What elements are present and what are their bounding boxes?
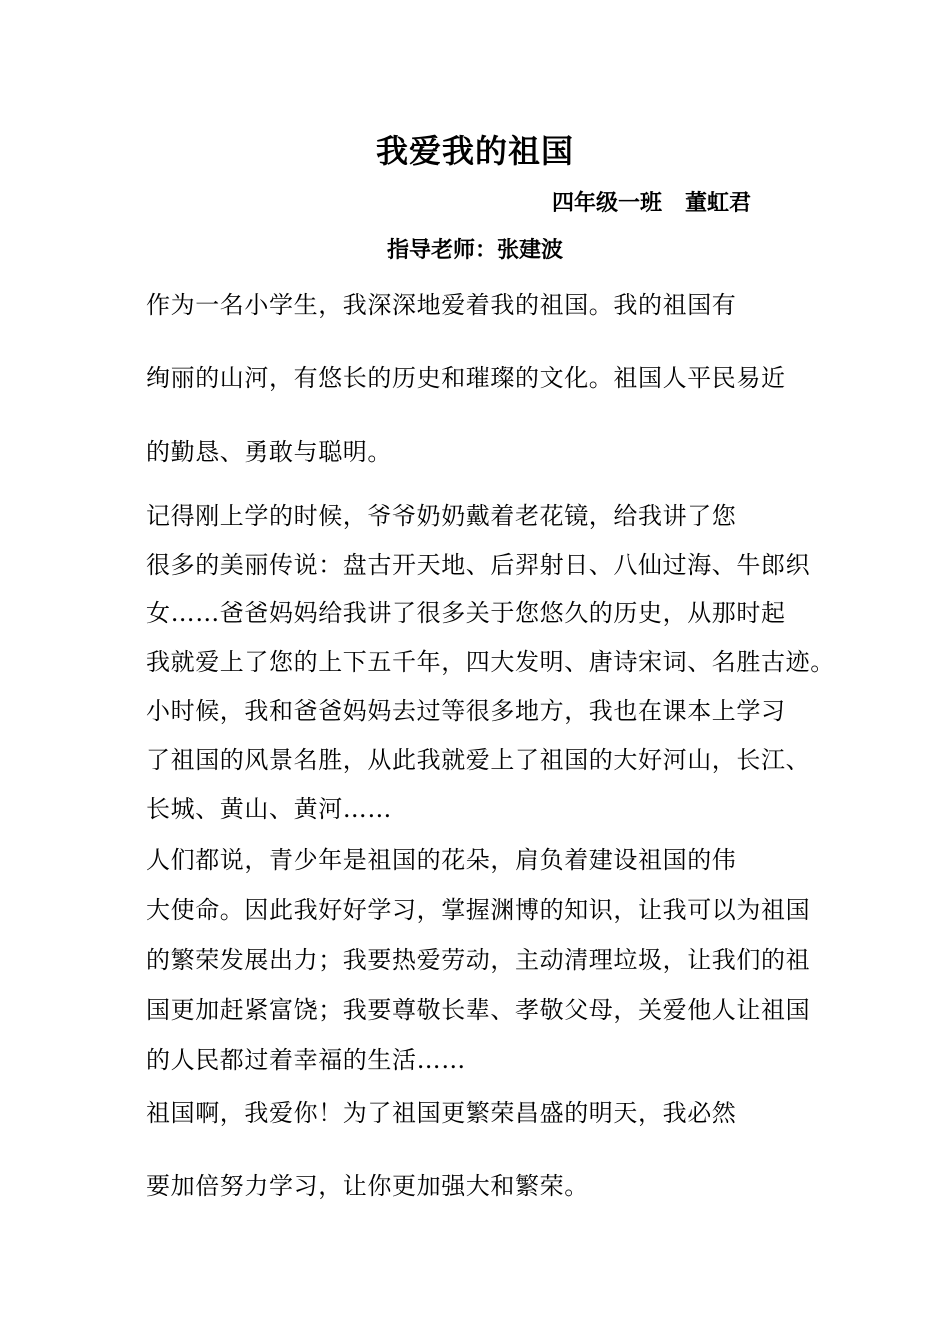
paragraph-line: 人们都说，青少年是祖国的花朵，肩负着建设祖国的伟 [146,846,737,874]
paragraph-line: 很多的美丽传说：盘古开天地、后羿射日、八仙过海、牛郎织 [146,551,811,579]
paragraph-line: 的人民都过着幸福的生活…… [146,1046,466,1074]
paragraph-line: 我就爱上了您的上下五千年，四大发明、唐诗宋词、名胜古迹。 [146,648,835,676]
paragraph-line: 女……爸爸妈妈给我讲了很多关于您悠久的历史，从那时起 [146,599,786,627]
paragraph-line: 的勤恳、勇敢与聪明。 [146,438,392,466]
paragraph-line: 了祖国的风景名胜，从此我就爱上了祖国的大好河山，长江、 [146,746,811,774]
author-line: 四年级一班 董虹君 [552,190,751,216]
paragraph-line: 大使命。因此我好好学习，掌握渊博的知识，让我可以为祖国 [146,896,811,924]
paragraph-line: 作为一名小学生，我深深地爱着我的祖国。我的祖国有 [146,291,737,319]
paragraph-line: 绚丽的山河，有悠长的历史和璀璨的文化。祖国人平民易近 [146,364,786,392]
paragraph-line: 国更加赶紧富饶；我要尊敬长辈、孝敬父母，关爱他人让祖国 [146,996,811,1024]
paragraph-line: 记得刚上学的时候，爷爷奶奶戴着老花镜，给我讲了您 [146,502,737,530]
document-title: 我爱我的祖国 [375,132,574,170]
teacher-line: 指导老师：张建波 [386,237,563,263]
paragraph-line: 小时候，我和爸爸妈妈去过等很多地方，我也在课本上学习 [146,697,786,725]
paragraph-line: 长城、黄山、黄河…… [146,795,392,823]
paragraph-line: 祖国啊，我爱你！为了祖国更繁荣昌盛的明天，我必然 [146,1099,737,1127]
paragraph-line: 要加倍努力学习，让你更加强大和繁荣。 [146,1172,589,1200]
paragraph-line: 的繁荣发展出力；我要热爱劳动，主动清理垃圾，让我们的祖 [146,946,811,974]
